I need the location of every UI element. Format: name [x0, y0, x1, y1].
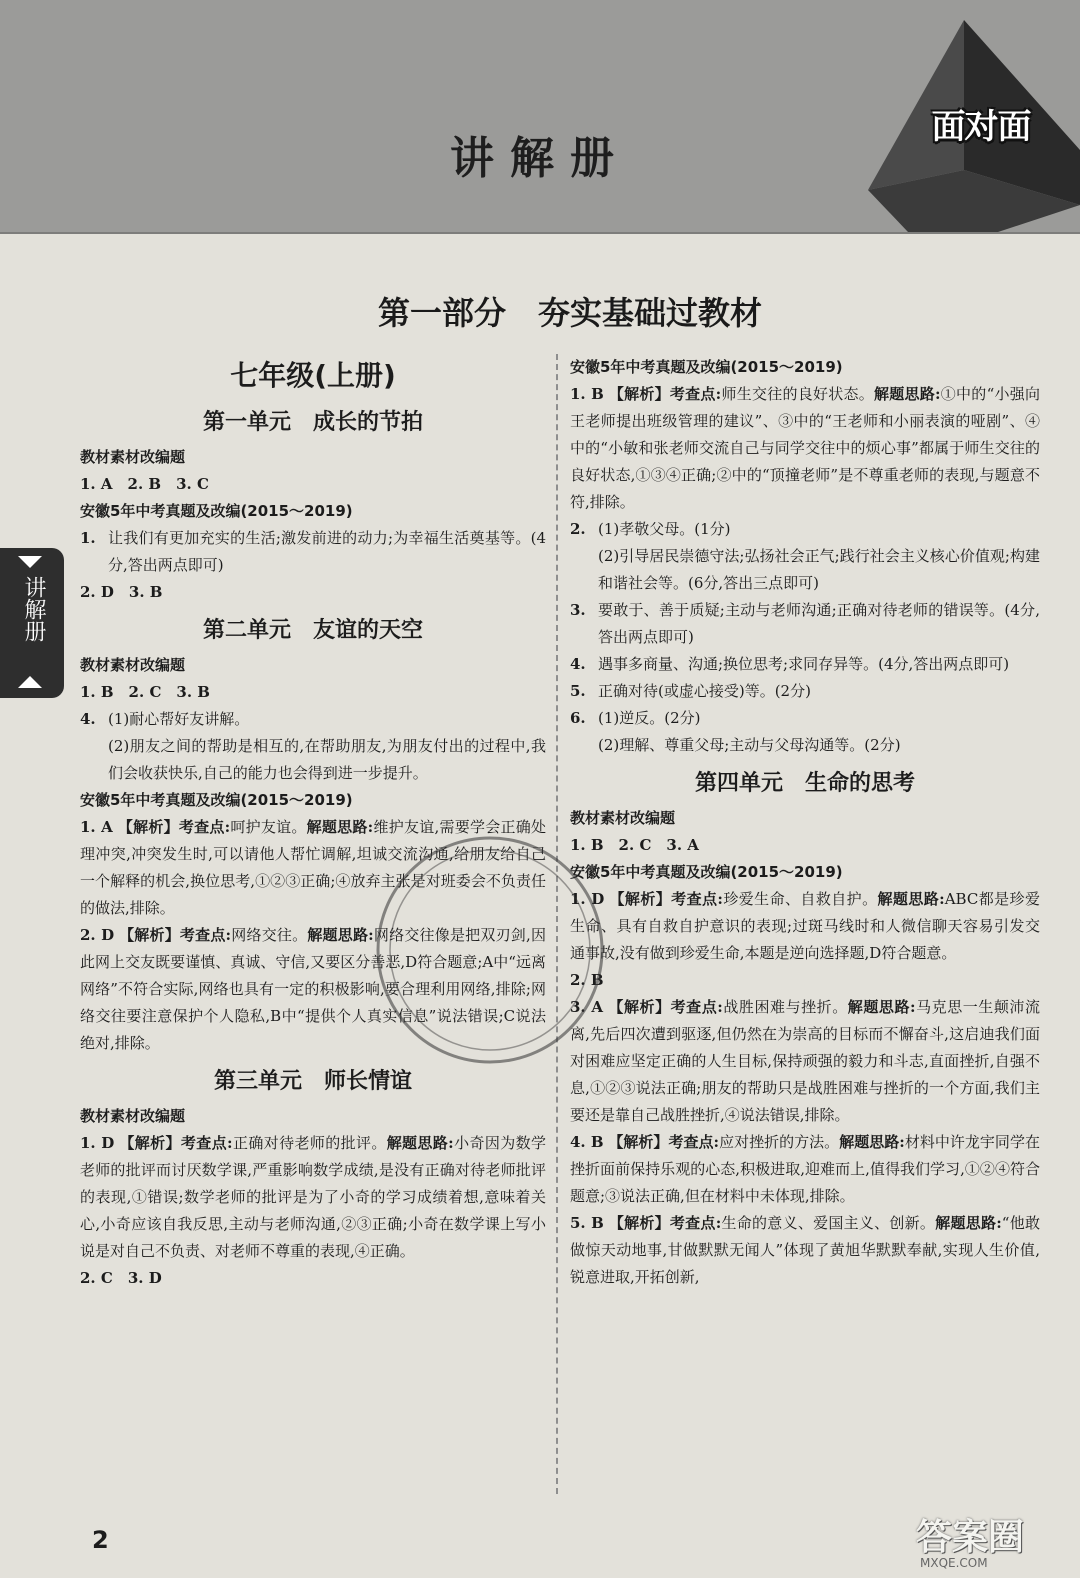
section-heading: 安徽5年中考真题及改编(2015～2019)	[80, 791, 353, 809]
header-title: 讲解册	[450, 133, 630, 184]
answer-item	[570, 886, 1040, 967]
solution-label: 解题思路:	[386, 1134, 454, 1152]
solution-label: 解题思路:	[839, 1133, 905, 1151]
answer-item	[80, 814, 546, 922]
solution-text: 马克思一生颠沛流离,先后四次遭到驱逐,但仍然在为崇高的目标而不懈奋斗,这启迪我们面对困难应坚定正确的人生目标,保持顽强的毅力和斗志,直面挫折,自强不息,①②③说法正确;朋友的帮助只是战胜困难与挫折的一个方面,我们主要还是靠自己战胜挫折,④说法错误,排除。	[570, 998, 1040, 1124]
answer-item	[80, 922, 546, 1057]
unit-title: 第三单元 师长情谊	[213, 1069, 412, 1094]
answer-number: 6.	[570, 709, 586, 727]
arrow-down-icon	[18, 556, 42, 568]
test-point: 正确对待老师的批评。	[232, 1134, 387, 1152]
solution-label: 解题思路:	[847, 998, 916, 1016]
solution-text: 材料中许龙宇同学在挫折面前保持乐观的心态,积极进取,迎难而上,值得我们学习,①②④符合题意;③说法正确,但在材料中未体现,排除。	[570, 1133, 1040, 1205]
solution-label: 解题思路:	[307, 926, 374, 944]
brand-logo: 面对面	[931, 107, 1031, 147]
answer-item	[80, 1130, 546, 1265]
answer-number: 3.	[570, 601, 586, 619]
answer-number: 1. D	[570, 890, 605, 908]
answer-line: 2. B	[570, 971, 604, 989]
column-divider	[556, 354, 558, 1494]
answer-item	[570, 1129, 1040, 1210]
section-heading: 教材素材改编题	[80, 448, 186, 466]
analysis-tag: 【解析】考查点:	[119, 1134, 233, 1152]
test-point: 生命的意义、爱国主义、创新。	[721, 1214, 936, 1232]
site-watermark	[916, 1517, 1066, 1570]
answer-line: 2. D 3. B	[80, 583, 163, 601]
answer-text: (2)理解、尊重父母;主动与父母沟通等。(2分)	[598, 736, 901, 754]
left-column	[80, 354, 546, 1292]
solution-text: 维护友谊,需要学会正确处理冲突,冲突发生时,可以请他人帮忙调解,坦诚交流沟通,给朋友给自己一个解释的机会,换位思考,①②③正确;④放弃主张是对班委会不负责任的做法,排除。	[80, 818, 546, 917]
answer-item	[570, 516, 1040, 543]
answer-line: 1. A 2. B 3. C	[80, 475, 209, 493]
page-header	[0, 0, 1080, 234]
answer-text: (1)耐心帮好友讲解。	[108, 710, 250, 728]
analysis-tag: 【解析】考查点:	[608, 1214, 722, 1232]
right-column	[570, 354, 1040, 1291]
solution-text: ABC都是珍爱生命、具有自救自护意识的表现;过斑马线时和人微信聊天容易引发交通事故,没有做到珍爱生命,本题是逆向选择题,D符合题意。	[570, 890, 1040, 962]
answer-text: (2)引导居民崇德守法;弘扬社会正气;践行社会主义核心价值观;构建和谐社会等。(6分,答出三点即可)	[598, 547, 1040, 592]
answer-text: (1)逆反。(2分)	[598, 709, 701, 727]
section-heading: 教材素材改编题	[570, 809, 676, 827]
answer-number: 4.	[570, 655, 586, 673]
analysis-tag: 【解析】考查点:	[608, 998, 723, 1016]
answer-number: 1. D	[80, 1134, 115, 1152]
answer-number: 1. A	[80, 818, 113, 836]
analysis-tag: 【解析】考查点:	[609, 890, 723, 908]
answer-number: 4. B	[570, 1133, 604, 1151]
answer-item	[80, 525, 546, 579]
side-tab[interactable]	[0, 548, 64, 698]
answer-text: 让我们有更加充实的生活;激发前进的动力;为幸福生活奠基等。(4分,答出两点即可)	[108, 529, 546, 574]
answer-number: 4.	[80, 710, 96, 728]
solution-text: 网络交往像是把双刃剑,因此网上交友既要谨慎、真诚、守信,又要区分善恶,D符合题意;A中“远离网络”不符合实际,网络也具有一定的积极影响,要合理利用网络,排除;网络交往要注意保护个人隐私,B中“提供个人真实信息”说法错误;C说法绝对,排除。	[80, 926, 546, 1052]
test-point: 战胜困难与挫折。	[722, 998, 848, 1016]
answer-item	[570, 651, 1040, 678]
answer-line: 1. B 2. C 3. A	[570, 836, 699, 854]
part-title: 第一部分 夯实基础过教材	[377, 294, 762, 332]
arrow-up-icon	[18, 676, 42, 688]
answer-item	[570, 381, 1040, 516]
answer-text: 要敢于、善于质疑;主动与老师沟通;正确对待老师的错误等。(4分,答出两点即可)	[598, 601, 1040, 646]
answer-item	[570, 678, 1040, 705]
unit-title: 第四单元 生命的思考	[694, 771, 915, 796]
solution-label: 解题思路:	[935, 1214, 1002, 1232]
analysis-tag: 【解析】考查点:	[117, 818, 231, 836]
test-point: 呵护友谊。	[230, 818, 307, 836]
answer-number: 2.	[570, 520, 586, 538]
answer-text: (1)孝敬父母。(1分)	[598, 520, 731, 538]
answer-number: 1. B	[570, 385, 604, 403]
solution-text: 小奇因为数学老师的批评而讨厌数学课,严重影响数学成绩,是没有正确对待老师批评的表现,①错误;数学老师的批评是为了小奇的学习成绩着想,意味着关心,小奇应该自我反思,主动与老师沟通,②③正确;小奇在数学课上写小说是对自己不负责、对老师不尊重的表现,④正确。	[80, 1134, 546, 1260]
analysis-tag: 【解析】考查点:	[608, 1133, 720, 1151]
watermark-url: MXQE.COM	[920, 1556, 988, 1570]
answer-item	[570, 1210, 1040, 1291]
test-point: 师生交往的良好状态。	[721, 385, 874, 403]
answer-item	[570, 705, 1040, 732]
watermark-logo-text: 答案圈	[916, 1517, 1025, 1558]
test-point: 珍爱生命、自救自护。	[722, 890, 878, 908]
answer-number: 5. B	[570, 1214, 604, 1232]
grade-title: 七年级(上册)	[230, 359, 396, 392]
answer-item	[570, 597, 1040, 651]
test-point: 网络交往。	[231, 926, 308, 944]
answer-item	[80, 706, 546, 733]
answer-text: 正确对待(或虚心接受)等。(2分)	[598, 682, 811, 700]
section-heading: 安徽5年中考真题及改编(2015～2019)	[570, 863, 843, 881]
answer-line: 1. B 2. C 3. B	[80, 683, 210, 701]
section-heading: 教材素材改编题	[80, 656, 186, 674]
solution-label: 解题思路:	[306, 818, 374, 836]
solution-label: 解题思路:	[877, 890, 945, 908]
analysis-tag: 【解析】考查点:	[119, 926, 232, 944]
answer-number: 1.	[80, 529, 96, 547]
solution-text: ①中的“小强向王老师提出班级管理的建议”、③中的“王老师和小丽表演的哑剧”、④中的“小敏和张老师交流自己与同学交往中的烦心事”都属于师生交往的良好状态,①③④正确;②中的“顶撞老师”是不尊重老师的表现,与题意不符,排除。	[570, 385, 1040, 511]
analysis-tag: 【解析】考查点:	[608, 385, 722, 403]
answer-number: 3. A	[570, 998, 604, 1016]
test-point: 应对挫折的方法。	[719, 1133, 840, 1151]
answer-number: 2. D	[80, 926, 115, 944]
answer-line: 2. C 3. D	[80, 1269, 162, 1287]
page-number: 2	[92, 1526, 109, 1554]
unit-title: 第二单元 友谊的天空	[202, 618, 423, 643]
answer-text: (2)朋友之间的帮助是相互的,在帮助朋友,为朋友付出的过程中,我们会收获快乐,自己的能力也会得到进一步提升。	[108, 737, 546, 782]
section-heading: 安徽5年中考真题及改编(2015～2019)	[570, 358, 843, 376]
solution-label: 解题思路:	[873, 385, 941, 403]
section-heading: 安徽5年中考真题及改编(2015～2019)	[80, 502, 353, 520]
side-tab-label: 讲解册	[21, 576, 46, 642]
answer-item	[570, 994, 1040, 1129]
solution-text: “他敢做惊天动地事,甘做默默无闻人”体现了黄旭华默默奉献,实现人生价值,锐意进取,开拓创新,	[570, 1214, 1040, 1286]
unit-title: 第一单元 成长的节拍	[202, 410, 423, 435]
section-heading: 教材素材改编题	[80, 1107, 186, 1125]
answer-text: 遇事多商量、沟通;换位思考;求同存异等。(4分,答出两点即可)	[598, 655, 1010, 673]
answer-number: 5.	[570, 682, 586, 700]
